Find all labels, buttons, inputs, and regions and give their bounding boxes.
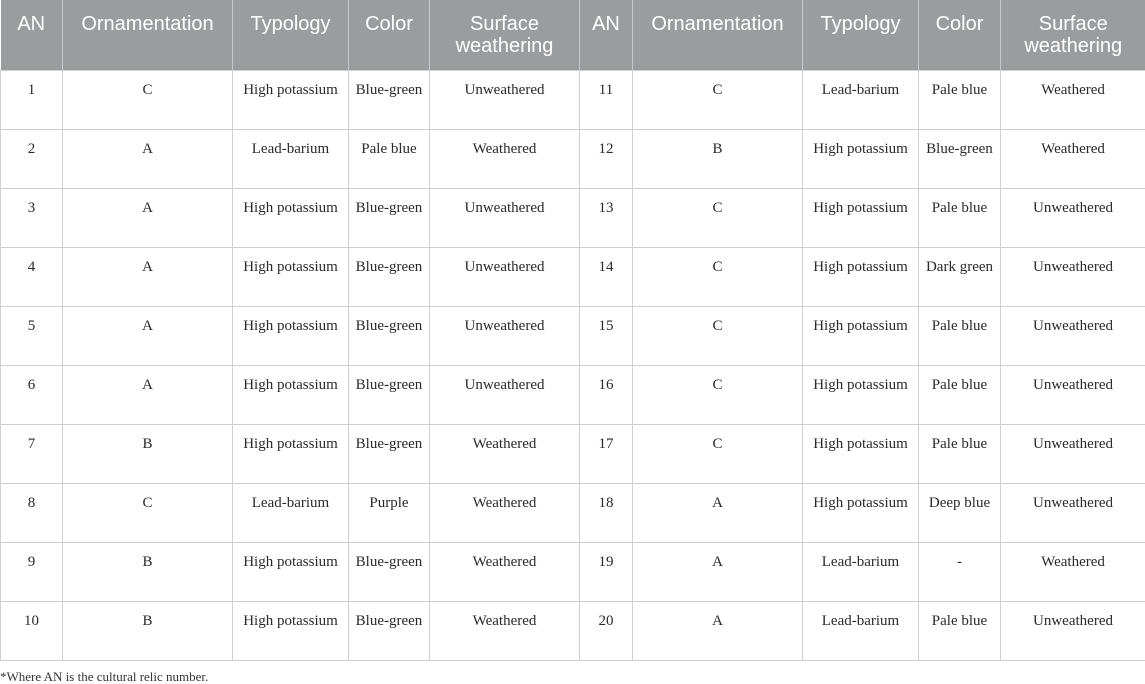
- cell-ornamentation: A: [63, 306, 233, 365]
- cell-color: Blue-green: [349, 365, 430, 424]
- table-row: [1, 424, 1145, 483]
- cell-color: Purple: [349, 483, 430, 542]
- cell-ornamentation: C: [63, 483, 233, 542]
- cell-an: 11: [580, 70, 633, 129]
- cell-ornamentation: C: [633, 70, 803, 129]
- cell-ornamentation: A: [63, 365, 233, 424]
- cell-typology: High potassium: [233, 601, 349, 660]
- table-row: [1, 70, 1145, 129]
- header-surface-weathering: Surface weathering: [1001, 0, 1145, 70]
- cell-surface-weathering: Unweathered: [430, 247, 580, 306]
- cell-typology: High potassium: [233, 424, 349, 483]
- cell-ornamentation: A: [63, 188, 233, 247]
- cell-color: Blue-green: [349, 306, 430, 365]
- cell-ornamentation: A: [633, 542, 803, 601]
- cell-surface-weathering: Unweathered: [1001, 306, 1145, 365]
- cell-color: Pale blue: [919, 70, 1001, 129]
- cell-an: 2: [1, 129, 63, 188]
- cell-an: 14: [580, 247, 633, 306]
- cell-color: Blue-green: [919, 129, 1001, 188]
- header-surface-weathering: Surface weathering: [430, 0, 580, 70]
- cell-ornamentation: B: [63, 542, 233, 601]
- table-row: [1, 601, 1145, 660]
- cell-an: 15: [580, 306, 633, 365]
- cell-surface-weathering: Unweathered: [430, 188, 580, 247]
- cell-ornamentation: A: [63, 129, 233, 188]
- header-an: AN: [580, 0, 633, 70]
- cell-typology: High potassium: [803, 247, 919, 306]
- cell-an: 10: [1, 601, 63, 660]
- cell-an: 1: [1, 70, 63, 129]
- cell-typology: Lead-barium: [803, 70, 919, 129]
- cell-color: Pale blue: [919, 306, 1001, 365]
- table-row: [1, 306, 1145, 365]
- table-row: [1, 365, 1145, 424]
- header-row: [1, 0, 1145, 70]
- cell-surface-weathering: Weathered: [430, 129, 580, 188]
- cell-an: 8: [1, 483, 63, 542]
- cell-ornamentation: C: [633, 424, 803, 483]
- cell-an: 4: [1, 247, 63, 306]
- cell-color: Pale blue: [919, 188, 1001, 247]
- cell-ornamentation: B: [63, 601, 233, 660]
- table-row: [1, 247, 1145, 306]
- cell-typology: High potassium: [803, 365, 919, 424]
- table-footnote: *Where AN is the cultural relic number.: [0, 669, 209, 684]
- cell-color: Blue-green: [349, 542, 430, 601]
- cell-color: Deep blue: [919, 483, 1001, 542]
- cell-surface-weathering: Unweathered: [430, 306, 580, 365]
- cell-typology: High potassium: [803, 129, 919, 188]
- cell-an: 20: [580, 601, 633, 660]
- cell-ornamentation: C: [633, 188, 803, 247]
- header-typology: Typology: [803, 0, 919, 70]
- cell-color: Blue-green: [349, 247, 430, 306]
- cell-an: 13: [580, 188, 633, 247]
- table-row: [1, 542, 1145, 601]
- cell-an: 7: [1, 424, 63, 483]
- cell-ornamentation: C: [633, 365, 803, 424]
- cell-ornamentation: A: [633, 483, 803, 542]
- cell-typology: Lead-barium: [803, 601, 919, 660]
- cell-color: Blue-green: [349, 188, 430, 247]
- cell-surface-weathering: Weathered: [1001, 542, 1145, 601]
- header-color: Color: [919, 0, 1001, 70]
- cell-color: Pale blue: [919, 601, 1001, 660]
- cell-surface-weathering: Unweathered: [1001, 601, 1145, 660]
- header-ornamentation: Ornamentation: [633, 0, 803, 70]
- cell-typology: High potassium: [233, 188, 349, 247]
- cell-typology: High potassium: [233, 70, 349, 129]
- cell-color: -: [919, 542, 1001, 601]
- cell-typology: High potassium: [233, 247, 349, 306]
- cell-surface-weathering: Weathered: [430, 483, 580, 542]
- cell-surface-weathering: Weathered: [430, 424, 580, 483]
- cell-an: 16: [580, 365, 633, 424]
- cell-ornamentation: C: [63, 70, 233, 129]
- header-typology: Typology: [233, 0, 349, 70]
- cell-an: 3: [1, 188, 63, 247]
- cell-ornamentation: B: [633, 129, 803, 188]
- cell-an: 17: [580, 424, 633, 483]
- table-row: [1, 188, 1145, 247]
- table-row: [1, 129, 1145, 188]
- cell-ornamentation: C: [633, 306, 803, 365]
- table-row: [1, 483, 1145, 542]
- cell-typology: High potassium: [803, 188, 919, 247]
- cell-color: Pale blue: [919, 424, 1001, 483]
- header-ornamentation: Ornamentation: [63, 0, 233, 70]
- cell-surface-weathering: Weathered: [430, 601, 580, 660]
- cell-ornamentation: C: [633, 247, 803, 306]
- cell-typology: Lead-barium: [803, 542, 919, 601]
- cell-surface-weathering: Unweathered: [430, 70, 580, 129]
- cell-surface-weathering: Weathered: [430, 542, 580, 601]
- cell-typology: High potassium: [233, 365, 349, 424]
- cell-ornamentation: A: [63, 247, 233, 306]
- cell-surface-weathering: Unweathered: [430, 365, 580, 424]
- cell-typology: High potassium: [803, 424, 919, 483]
- cell-typology: Lead-barium: [233, 129, 349, 188]
- cell-color: Pale blue: [349, 129, 430, 188]
- cell-color: Blue-green: [349, 601, 430, 660]
- cell-surface-weathering: Unweathered: [1001, 365, 1145, 424]
- cell-an: 19: [580, 542, 633, 601]
- header-color: Color: [349, 0, 430, 70]
- cell-surface-weathering: Unweathered: [1001, 247, 1145, 306]
- cell-color: Dark green: [919, 247, 1001, 306]
- cell-an: 5: [1, 306, 63, 365]
- cell-typology: High potassium: [233, 306, 349, 365]
- cell-an: 12: [580, 129, 633, 188]
- cell-an: 9: [1, 542, 63, 601]
- cell-surface-weathering: Unweathered: [1001, 188, 1145, 247]
- cell-typology: High potassium: [233, 542, 349, 601]
- cell-color: Pale blue: [919, 365, 1001, 424]
- cell-surface-weathering: Weathered: [1001, 70, 1145, 129]
- cell-typology: High potassium: [803, 483, 919, 542]
- cell-surface-weathering: Weathered: [1001, 129, 1145, 188]
- cell-color: Blue-green: [349, 424, 430, 483]
- cell-an: 6: [1, 365, 63, 424]
- header-an: AN: [1, 0, 63, 70]
- cell-typology: High potassium: [803, 306, 919, 365]
- cell-surface-weathering: Unweathered: [1001, 424, 1145, 483]
- cell-color: Blue-green: [349, 70, 430, 129]
- cell-ornamentation: A: [633, 601, 803, 660]
- cell-surface-weathering: Unweathered: [1001, 483, 1145, 542]
- cell-an: 18: [580, 483, 633, 542]
- cell-typology: Lead-barium: [233, 483, 349, 542]
- cell-ornamentation: B: [63, 424, 233, 483]
- table-body: [1, 70, 1145, 660]
